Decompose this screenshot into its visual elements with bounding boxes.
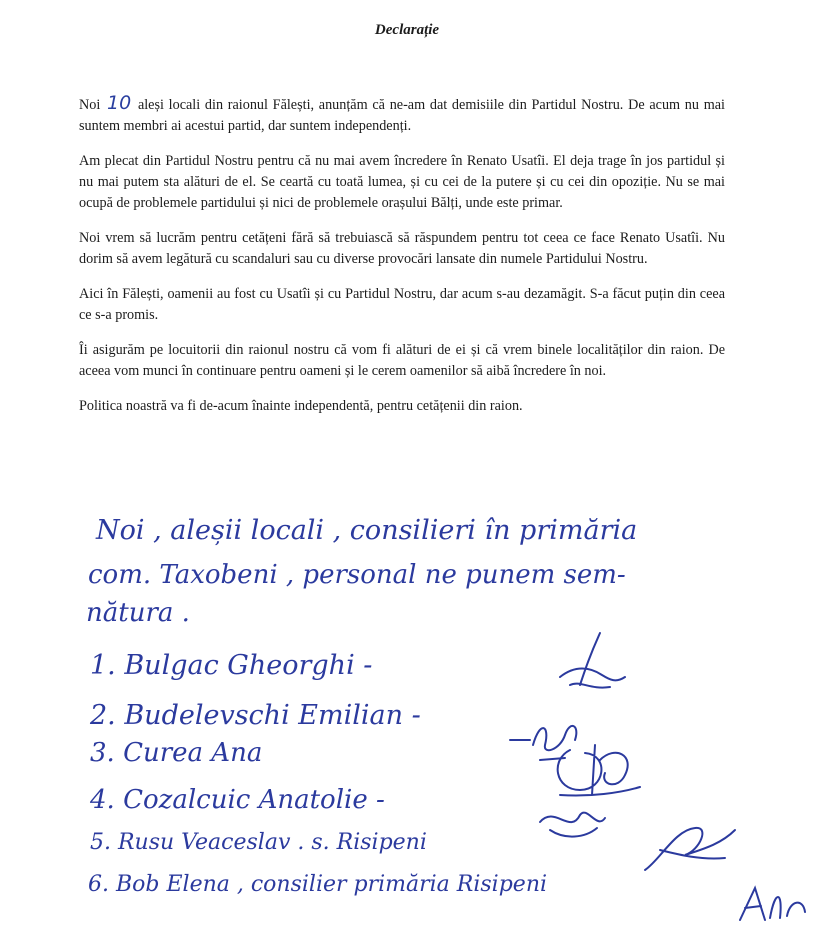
- signatory-2: 2. Budelevschi Emilian -: [90, 700, 421, 731]
- signatory-4: 4. Cozalcuic Anatolie -: [90, 785, 385, 815]
- signature-5-icon: [640, 820, 740, 880]
- handwritten-intro-line-2: com. Taxobeni , personal ne punem sem-: [88, 560, 626, 590]
- paragraph-2: Am plecat din Partidul Nostru pentru că nu mai avem încredere în Renato Usatîi. El deja trage în jos partidul și nu mai putem sta alături de el. Se ceartă cu toată lumea, și cu cei de la putere și cu cei din opoziție. Nu se mai ocupă de problemele partidului și nici de problemele orașului Bălți, unde este primar.: [79, 153, 725, 211]
- signature-4-icon: [535, 800, 610, 845]
- paragraph-4: Aici în Fălești, oamenii au fost cu Usatîi și cu Partidul Nostru, dar acum s-au dezamăgit. S-a făcut puțin din ceea ce s-a promis.: [79, 286, 725, 323]
- paragraph-1-rest: aleși locali din raionul Fălești, anunțăm că ne-am dat demisiile din Partidul Nostru. De acum nu mai suntem membri ai acestui partid, dar suntem independenți.: [79, 97, 725, 134]
- signature-6-icon: [735, 880, 810, 925]
- paragraph-3: Noi vrem să lucrăm pentru cetățeni fără să trebuiască să răspundem pentru tot ceea ce face Renato Usatîi. Nu dorim să avem legătură cu scandaluri sau cu diverse provocări lansate din numele Partidului Nostru.: [79, 230, 725, 267]
- paragraph-1-start: Noi: [79, 97, 101, 113]
- handwritten-intro-line-3: nătura .: [86, 598, 190, 628]
- paragraph-6: Politica noastră va fi de-acum înainte independentă, pentru cetățenii din raion.: [79, 398, 523, 414]
- signature-1-icon: [540, 625, 635, 705]
- signatory-5: 5. Rusu Veaceslav . s. Risipeni: [90, 830, 427, 855]
- handwritten-intro-line-1: Noi , aleșii locali , consilieri în primăria: [96, 515, 638, 546]
- document-title: Declarație: [374, 22, 440, 38]
- handwritten-count: 10: [107, 92, 132, 114]
- signatory-1: 1. Bulgac Gheorghi -: [90, 650, 373, 681]
- signatory-3: 3. Curea Ana: [90, 738, 263, 768]
- signatory-6: 6. Bob Elena , consilier primăria Risipeni: [88, 872, 548, 897]
- paragraph-5: Îi asigurăm pe locuitorii din raionul nostru că vom fi alături de ei și că vrem binele localităților din raion. De aceea vom munci în continuare pentru oameni și le cerem oamenilor să aibă încredere în noi.: [79, 342, 725, 379]
- signature-3-icon: [540, 735, 645, 805]
